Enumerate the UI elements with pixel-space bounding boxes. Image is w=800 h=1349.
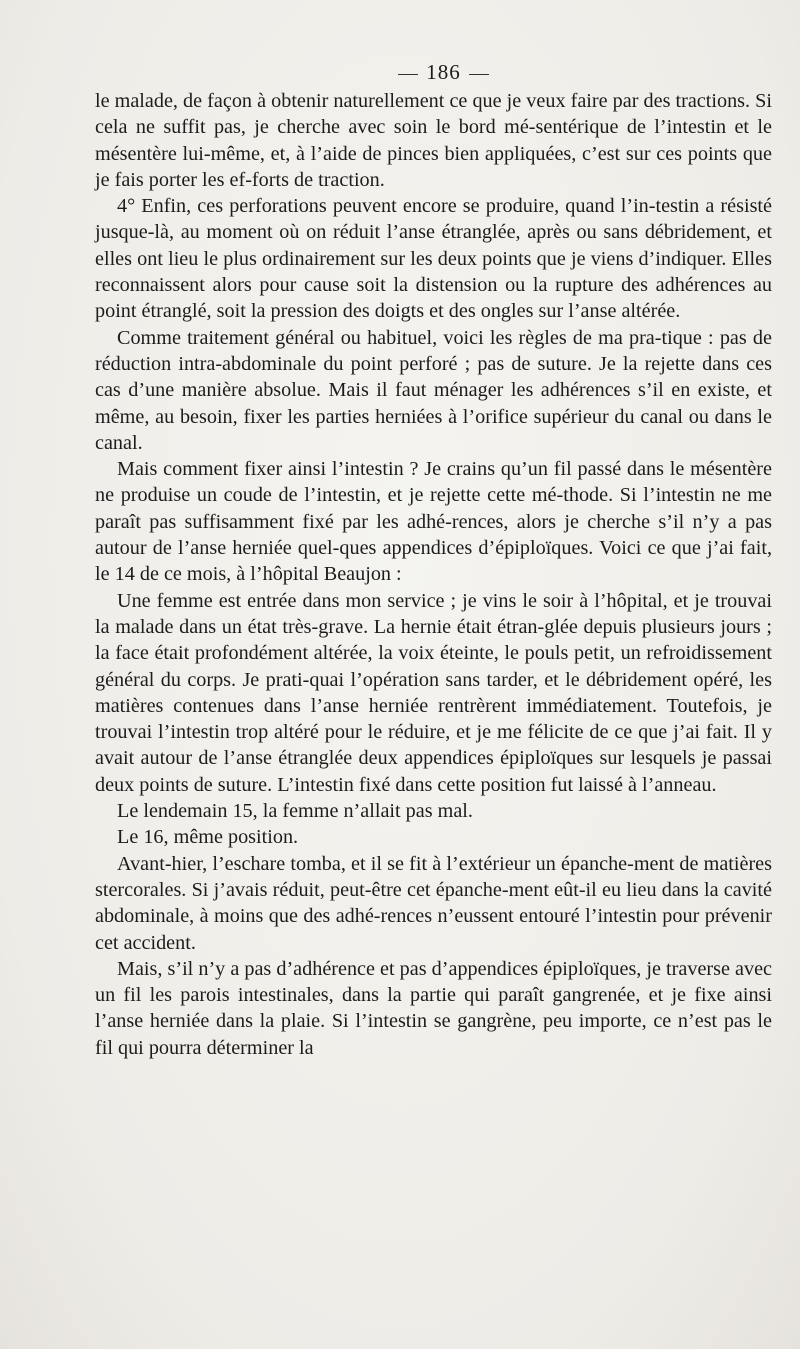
right-dash: [469, 74, 489, 75]
paragraph: Mais, s’il n’y a pas d’adhérence et pas d’appendices épiploïques, je traverse avec un fil les parois intestinales, dans la partie qui paraît gangrenée, et je fixe ainsi l’anse herniée dans la plaie. Si l’intestin se gangrène, peu importe, ce n’est pas le fil qui pourra déterminer la: [95, 957, 772, 1059]
paragraph: Le 16, même position.: [117, 826, 299, 849]
paragraph: Une femme est entrée dans mon service ; je vins le soir à l’hôpital, et je trouvai la malade dans un état très-grave. La hernie était étran-glée depuis plusieurs jours ; la face était profondément altérée, la voix éteinte, le pouls petit, un refroidissement général du corps. Je prati-quai l’opération sans tarder, et le débridement opéré, les matières contenues dans l’anse herniée rentrèrent immédiatement. Toutefois, je trouvai l’intestin trop altéré pour le réduire, et je me félicite de ce que j’ai fait. Il y avait autour de l’anse étranglée deux appendices épiploïques sur lesquels je passai deux points de suture. L’intestin fixé dans cette position fut laissé à l’anneau.: [95, 589, 772, 796]
paragraph: 4° Enfin, ces perforations peuvent encore se produire, quand l’in-testin a résisté jusque-là, au moment où on réduit l’anse étranglée, après ou sans débridement, et elles ont lieu le plus ordinairement sur les deux points que je viens d’indiquer. Elles reconnaissent alors pour cause soit la distension ou la rupture des adhérences au point étranglé, soit la pression des doigts et des ongles sur l’anse altérée.: [95, 195, 772, 323]
paragraph: Mais comment fixer ainsi l’intestin ? Je crains qu’un fil passé dans le mésentère ne produise un coude de l’intestin, et je rejette cette mé-thode. Si l’intestin ne me paraît pas suffisamment fixé par les adhé-rences, alors je cherche s’il n’y a pas autour de l’anse herniée quel-ques appendices d’épiploïques. Voici ce que j’ai fait, le 14 de ce mois, à l’hôpital Beaujon :: [95, 458, 772, 586]
paragraph: Comme traitement général ou habituel, voici les règles de ma pra-tique : pas de réduction intra-abdominale du point perforé ; pas de suture. Je la rejette dans ces cas d’une manière absolue. Mais il faut ménager les adhérences s’il en existe, et même, au besoin, fixer les parties herniées à l’orifice supérieur du canal ou dans le canal.: [95, 326, 772, 454]
page-number: 186: [426, 60, 461, 84]
paragraph-continuation: le malade, de façon à obtenir naturellement ce que je veux faire par des tractions. Si cela ne suffit pas, je cherche avec soin le bord mé-sentérique de l’intestin et le mésentère lui-même, et, à l’aide de pinces bien appliquées, c’est sur ces points que je fais porter les ef-forts de traction.: [95, 90, 772, 191]
page-header: [95, 58, 772, 86]
paragraph: Avant-hier, l’eschare tomba, et il se fit à l’extérieur un épanche-ment de matières stercorales. Si j’avais réduit, peut-être cet épanche-ment eût-il eu lieu dans la cavité abdominale, à moins que des adhé-rences n’eussent entouré l’intestin pour prévenir cet accident.: [95, 852, 772, 954]
paragraph: Le lendemain 15, la femme n’allait pas mal.: [117, 800, 473, 823]
body-text: [95, 88, 772, 1061]
left-dash: [398, 74, 418, 75]
